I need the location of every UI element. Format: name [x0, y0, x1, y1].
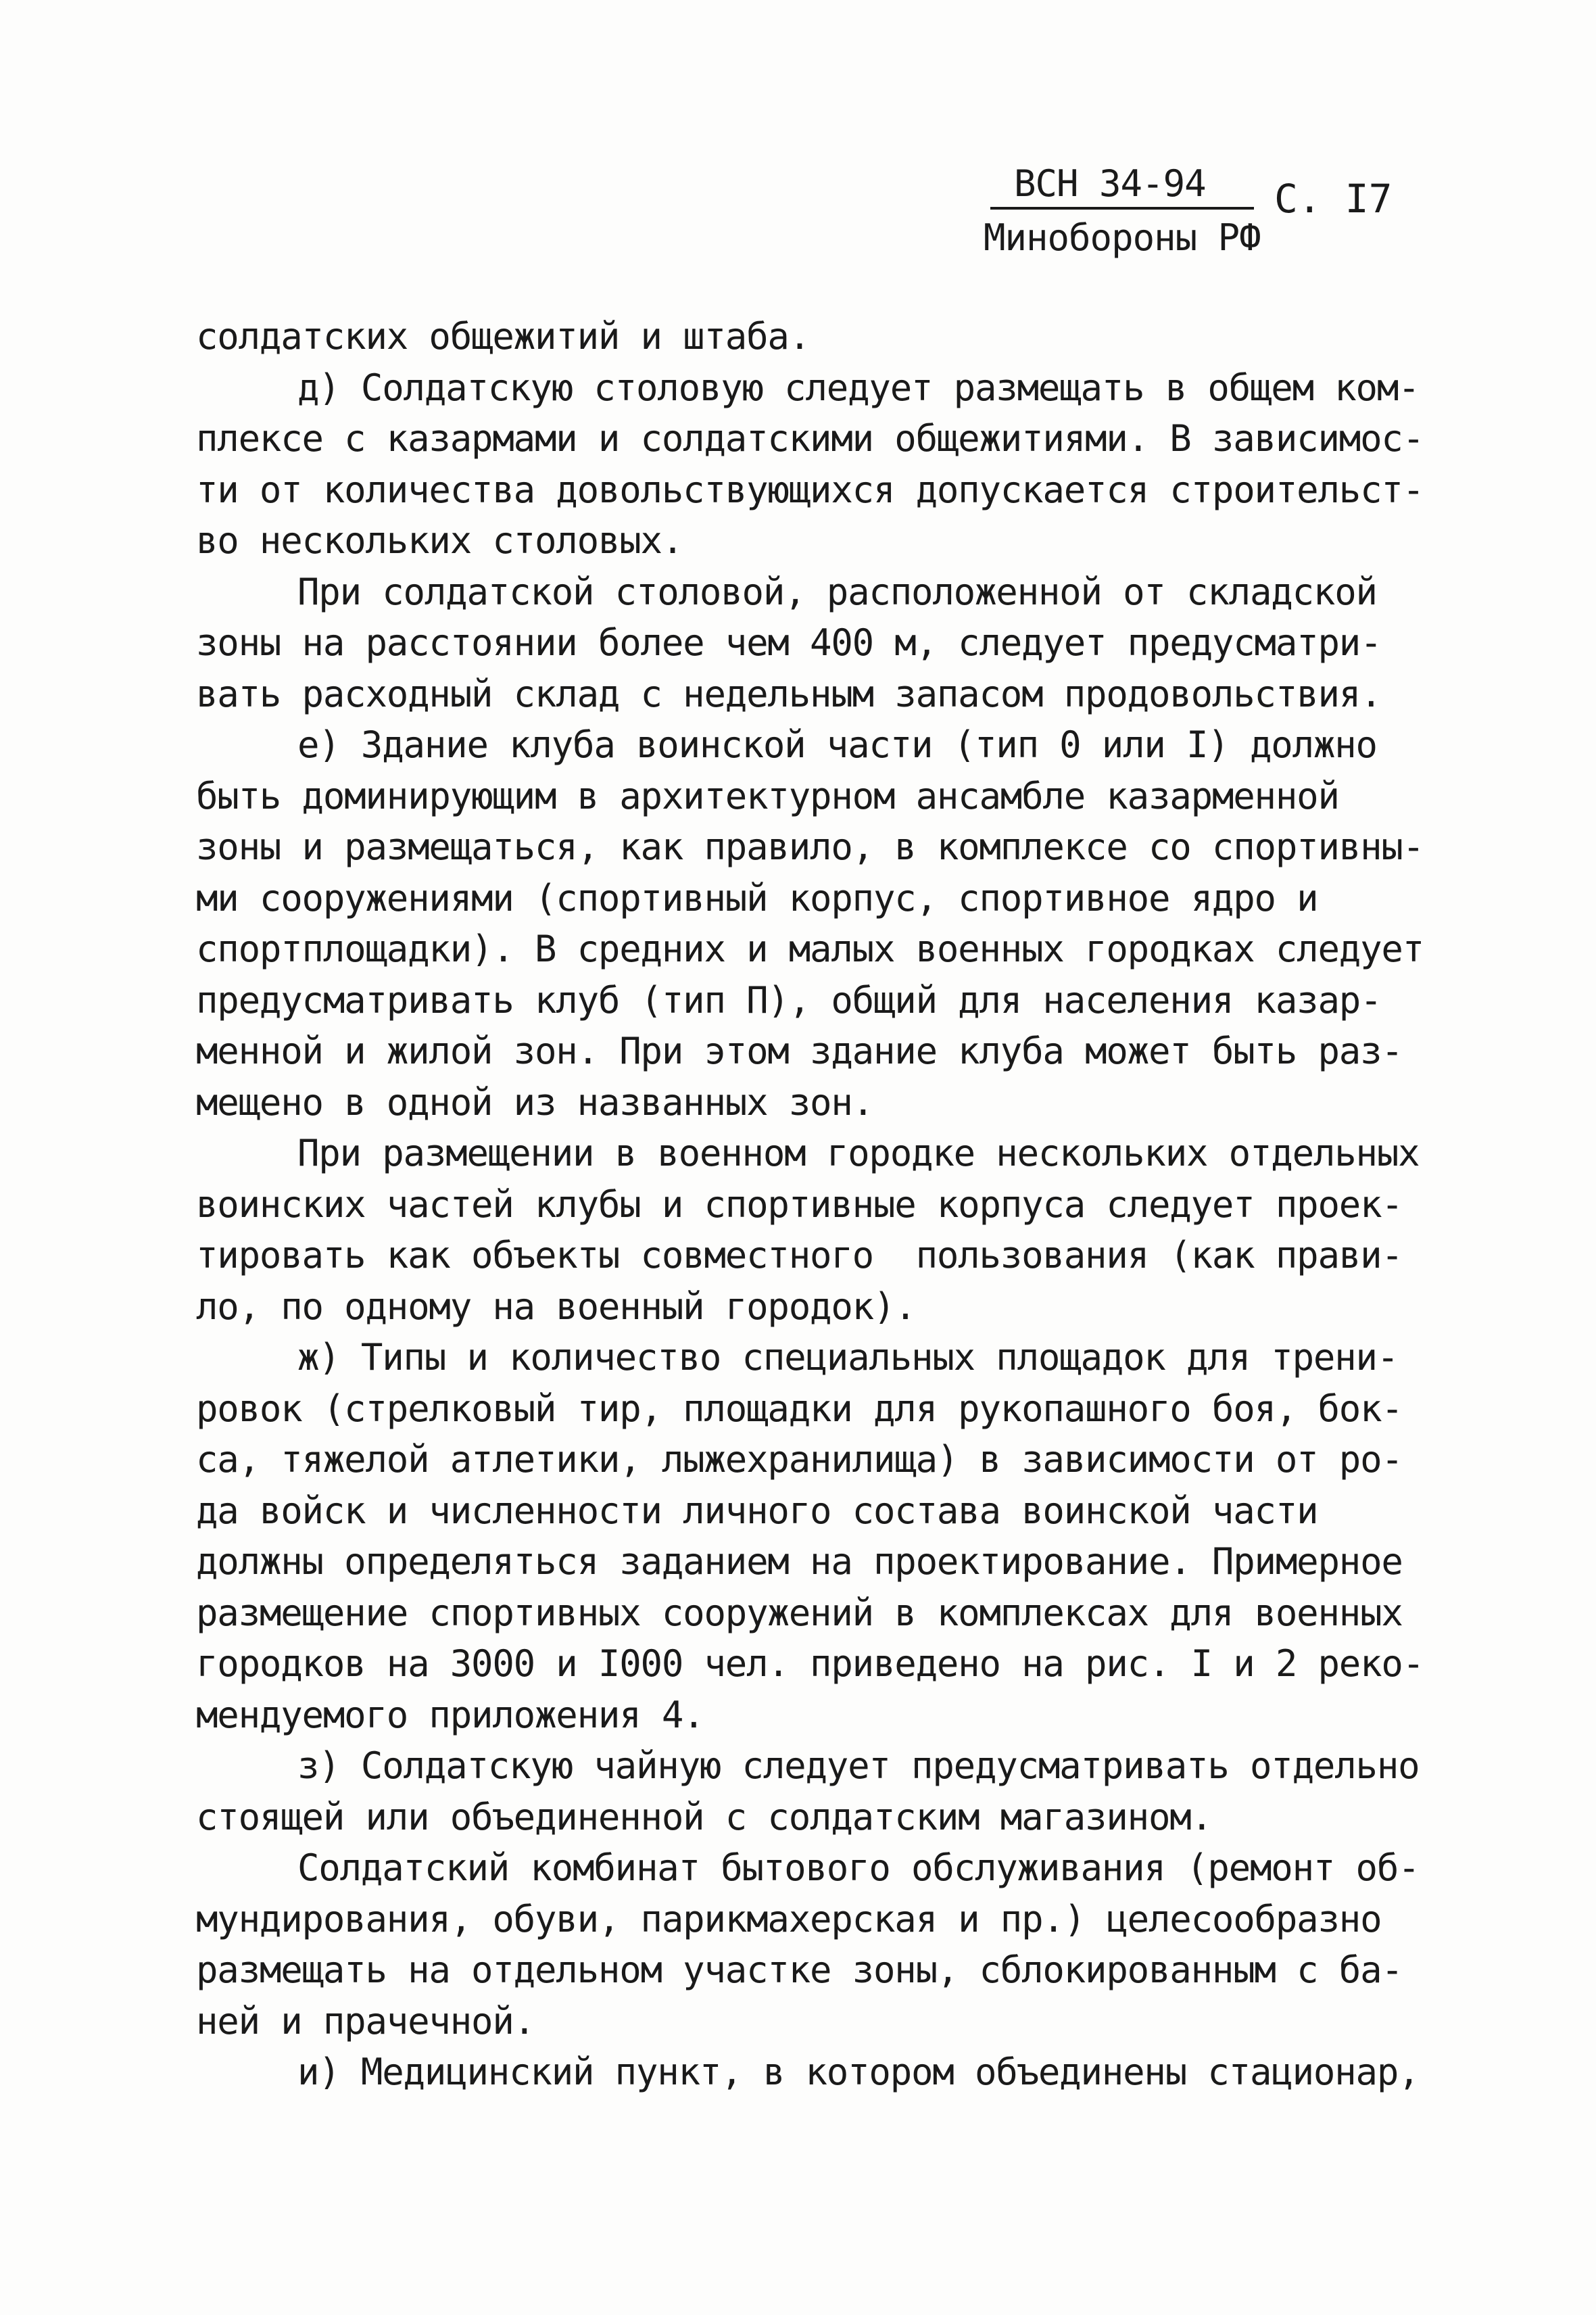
text-line: должны определяться заданием на проектирование. Примерное [196, 1540, 1403, 1583]
text-line: стоящей или объединенной с солдатским магазином. [196, 1795, 1212, 1838]
text-line: ти от количества довольствующихся допускается строительст- [196, 468, 1424, 511]
text-line: солдатских общежитий и штаба. [196, 315, 811, 358]
text-line: тировать как объекты совместного пользования (как прави- [196, 1234, 1403, 1276]
text-line: и) Медицинский пункт, в котором объединены стационар, [297, 2051, 1420, 2093]
text-line: да войск и численности личного состава воинской части [196, 1489, 1318, 1532]
text-line: во нескольких столовых. [196, 519, 683, 562]
text-line: размещать на отдельном участке зоны, сблокированным с ба- [196, 1949, 1403, 1991]
text-line: предусматривать клуб (тип П), общий для населения казар- [196, 978, 1382, 1022]
text-line: плексе с казармами и солдатскими общежитиями. В зависимос- [196, 417, 1424, 460]
text-line: мундирования, обуви, парикмахерская и пр.) целесообразно [196, 1897, 1382, 1940]
text-line: ней и прачечной. [196, 1999, 535, 2043]
text-line: зоны на расстоянии более чем 400 м, следует предусматри- [196, 621, 1382, 664]
organization-name: Минобороны РФ [984, 216, 1261, 259]
text-line: мендуемого приложения 4. [196, 1693, 704, 1736]
text-line: быть доминирующим в архитектурном ансамбле казарменной [196, 774, 1339, 817]
document-code: ВСН 34-94 [1014, 162, 1206, 205]
text-line: са, тяжелой атлетики, лыжехранилища) в зависимости от ро- [196, 1438, 1403, 1481]
text-line: е) Здание клуба воинской части (тип 0 или I) должно [297, 723, 1377, 766]
text-line: При солдатской столовой, расположенной от складской [297, 570, 1377, 613]
text-line: зоны и размещаться, как правило, в комплексе со спортивны- [196, 826, 1424, 868]
text-line: воинских частей клубы и спортивные корпуса следует проек- [196, 1183, 1403, 1226]
text-line: мещено в одной из названных зон. [196, 1080, 873, 1124]
text-line: Солдатский комбинат бытового обслуживания (ремонт об- [297, 1846, 1420, 1889]
header-underline [990, 207, 1254, 210]
text-line: з) Солдатскую чайную следует предусматривать отдельно [297, 1744, 1420, 1787]
body-text [196, 311, 1424, 2098]
text-line: ровок (стрелковый тир, площадки для рукопашного боя, бок- [196, 1387, 1403, 1430]
page-number: С. I7 [1274, 176, 1393, 222]
text-line: При размещении в военном городке нескольких отдельных [297, 1132, 1420, 1174]
text-line: ж) Типы и количество специальных площадок для трени- [297, 1336, 1399, 1379]
text-line: вать расходный склад с недельным запасом продовольствия. [196, 672, 1382, 715]
text-line: ло, по одному на военный городок). [196, 1285, 916, 1328]
text-line: спортплощадки). В средних и малых военных городках следует [196, 928, 1424, 970]
text-line: д) Солдатскую столовую следует размещать в общем ком- [297, 366, 1420, 409]
page-header [984, 162, 1416, 277]
text-line: городков на 3000 и I000 чел. приведено на рис. I и 2 реко- [196, 1642, 1424, 1685]
text-line: размещение спортивных сооружений в комплексах для военных [196, 1591, 1403, 1634]
text-line: ми сооружениями (спортивный корпус, спортивное ядро и [196, 876, 1318, 920]
text-line: менной и жилой зон. При этом здание клуба может быть раз- [196, 1030, 1403, 1072]
